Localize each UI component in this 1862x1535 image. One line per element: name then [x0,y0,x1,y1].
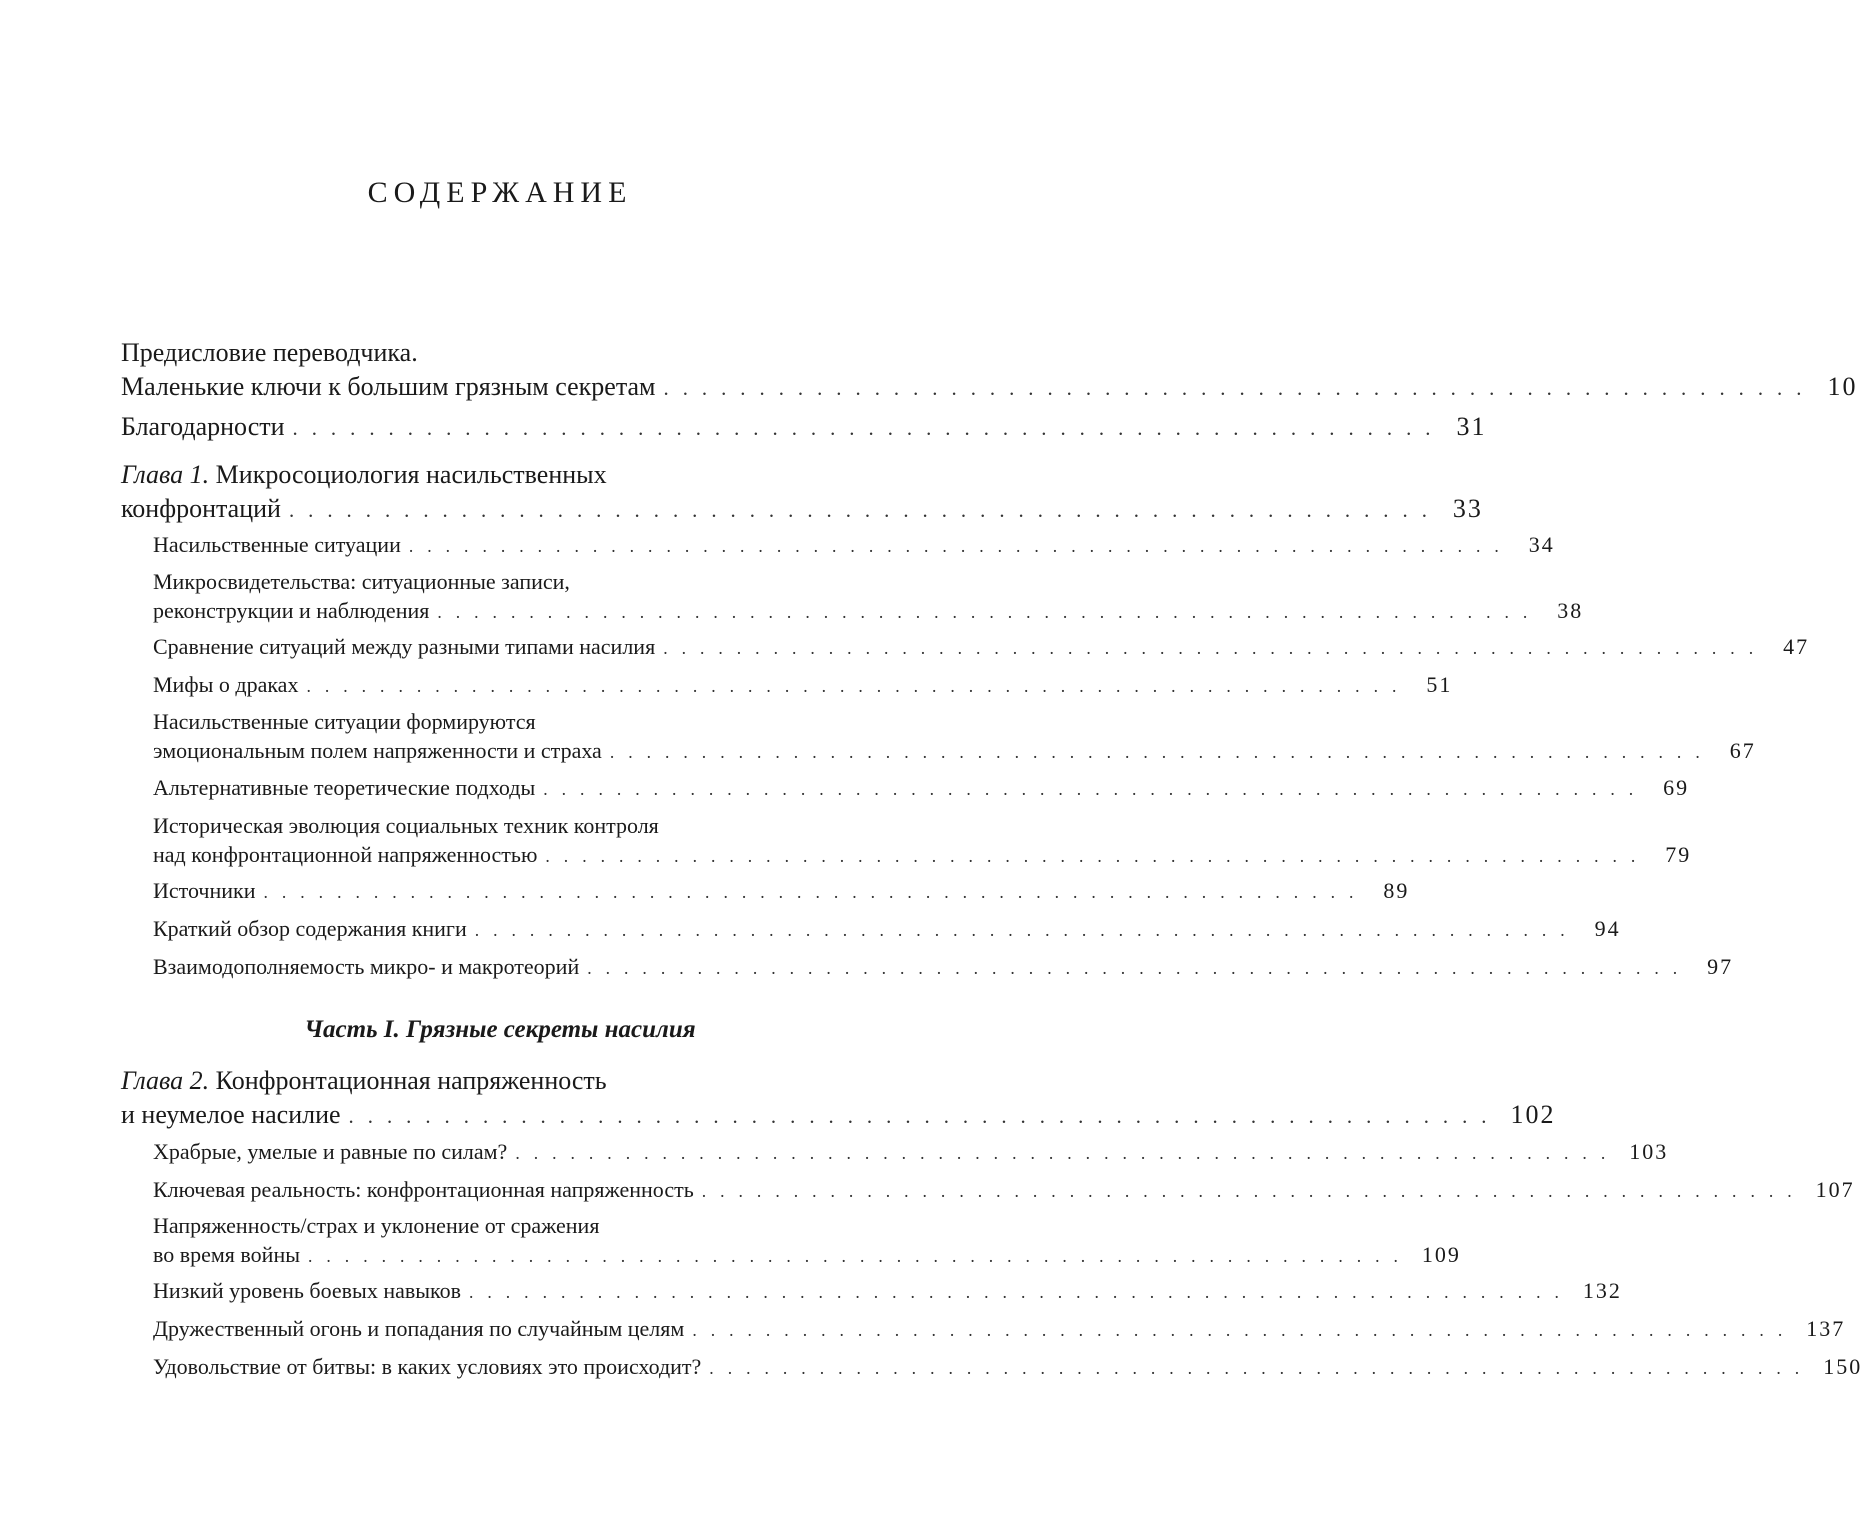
toc-entry-preface[interactable] [121,336,1858,406]
leader-dots: ............................................................ [692,1320,1797,1340]
toc-entry-title: эмоциональным полем напряженности и страха [153,738,602,763]
toc-entry-title: Сравнение ситуаций между разными типами насилия [153,634,656,659]
toc-entry-title: Микросвидетельства: ситуационные записи, [153,569,570,594]
toc-entry-title: Краткий обзор содержания книги [153,916,467,941]
toc-entry-title: Альтернативные теоретические подходы [153,775,536,800]
toc-entry-title: Историческая эволюция социальных техник контроля [153,813,659,838]
toc-subentry[interactable] [153,914,1621,945]
toc-subentry[interactable] [153,670,1453,701]
page-number: 132 [1582,1278,1622,1303]
page-number: 102 [1510,1100,1556,1129]
toc-entry-title: над конфронтационной напряженностью [153,842,538,867]
page-number: 94 [1594,916,1621,941]
page-number: 150 [1823,1354,1862,1379]
leader-dots: ............................................................ [474,920,1579,940]
toc-entry-title: Храбрые, умелые и равные по силам? [153,1139,508,1164]
toc-entry-title: Микросоциология насильственных [215,460,607,489]
toc-subentry[interactable] [153,952,1734,983]
leader-dots: ............................................................ [308,1246,1412,1266]
leader-dots: ............................................................ [609,742,1714,762]
toc-entry-title: Взаимодополняемость микро- и макротеорий [153,954,580,979]
page-number: 10 [1827,372,1858,401]
toc-entry-acknowledgements[interactable] [121,410,1487,446]
toc-entry-title: Насильственные ситуации [153,532,401,557]
page-number: 38 [1557,598,1584,623]
part-heading[interactable]: Часть I. Грязные секреты насилия [304,1016,696,1043]
toc-entry-title: реконструкции и наблюдения [153,598,430,623]
leader-dots: ............................................................ [306,676,1411,696]
toc-subentry[interactable] [153,530,1555,561]
leader-dots: ............................................................ [408,536,1513,556]
toc-entry-title: Напряженность/страх и уклонение от сражения [153,1213,600,1238]
page-number: 89 [1383,878,1410,903]
page-title: СОДЕРЖАНИЕ [367,176,633,209]
leader-dots: ............................................................ [468,1282,1573,1302]
toc-entry-title: Удовольствие от битвы: в каких условиях это происходит? [153,1354,702,1379]
toc-subentry[interactable] [153,1175,1855,1206]
leader-dots: ............................................................ [663,377,1816,400]
page-number: 137 [1806,1316,1846,1341]
leader-dots: ............................................................ [292,417,1445,440]
toc-subentry[interactable] [153,1276,1622,1307]
leader-dots: ............................................................ [543,779,1648,799]
toc-entry-title: во время войны [153,1242,300,1267]
leader-dots: ............................................................ [348,1105,1501,1128]
toc-subentry[interactable] [153,1314,1846,1345]
toc-entry-title: Конфронтационная напряженность [215,1066,607,1095]
leader-dots: ............................................................ [288,499,1441,522]
page-number: 109 [1421,1242,1461,1267]
toc-entry-chapter-2[interactable] [121,1064,1556,1134]
toc-subentry[interactable] [153,567,1584,627]
page-number: 67 [1729,738,1756,763]
toc-subentry[interactable] [153,876,1410,907]
leader-dots: ............................................................ [587,958,1692,978]
toc-entry-title: Маленькие ключи к большим грязным секретам [121,372,656,401]
toc-subentry[interactable] [153,707,1756,767]
toc-subentry[interactable] [153,1211,1461,1271]
page-number: 51 [1426,672,1453,697]
toc-entry-title: Предисловие переводчика. [121,338,418,367]
toc-entry-title: Ключевая реальность: конфронтационная напряженность [153,1177,694,1202]
toc-subentry[interactable] [153,1352,1862,1383]
toc-entry-title: конфронтаций [121,494,281,523]
toc-entry-title: Насильственные ситуации формируются [153,709,536,734]
leader-dots: ............................................................ [437,602,1542,622]
page-number: 69 [1663,775,1690,800]
toc-entry-title: Мифы о драках [153,672,299,697]
page-number: 107 [1815,1177,1855,1202]
leader-dots: ............................................................ [263,882,1368,902]
page-number: 33 [1452,494,1483,523]
leader-dots: ............................................................ [663,638,1768,658]
leader-dots: ............................................................ [515,1143,1620,1163]
toc-entry-title: Дружественный огонь и попадания по случайным целям [153,1316,685,1341]
toc-entry-title: Низкий уровень боевых навыков [153,1278,461,1303]
page-number: 34 [1528,532,1555,557]
toc-entry-title: Благодарности [121,412,285,441]
leader-dots: ............................................................ [709,1358,1814,1378]
toc-subentry[interactable] [153,632,1810,663]
page-number: 31 [1456,412,1487,441]
page-number: 103 [1629,1139,1669,1164]
chapter-label: Глава 2. [121,1066,210,1095]
toc-entry-title: Источники [153,878,256,903]
toc-subentry[interactable] [153,773,1690,804]
leader-dots: ............................................................ [545,846,1650,866]
toc-entry-chapter-1[interactable] [121,458,1483,528]
toc-entry-title: и неумелое насилие [121,1100,341,1129]
toc-subentry[interactable] [153,1137,1669,1168]
page-number: 47 [1783,634,1810,659]
chapter-label: Глава 1. [121,460,210,489]
page-number: 97 [1707,954,1734,979]
page-number: 79 [1665,842,1692,867]
toc-subentry[interactable] [153,811,1692,871]
leader-dots: ............................................................ [701,1181,1806,1201]
